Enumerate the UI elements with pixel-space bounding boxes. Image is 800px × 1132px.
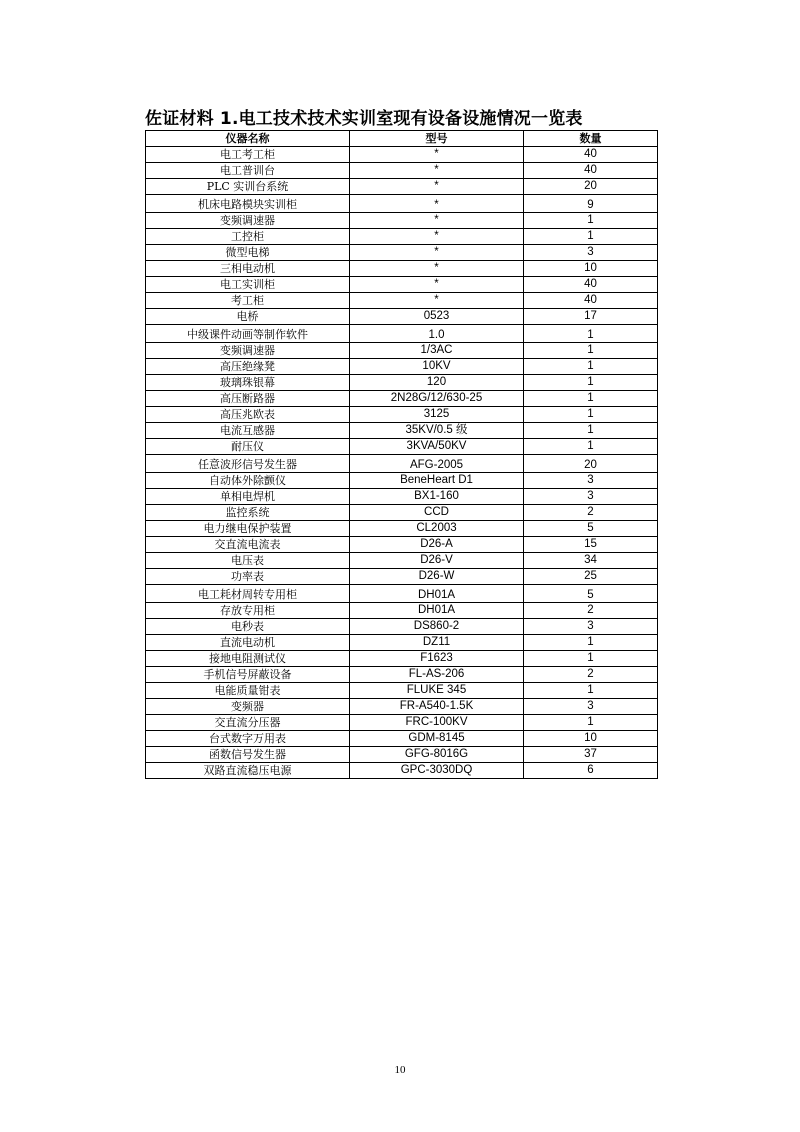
table-row bbox=[146, 505, 658, 521]
quantity-cell: 3 bbox=[524, 619, 658, 635]
model-cell: 3125 bbox=[350, 407, 524, 423]
table-row bbox=[146, 553, 658, 569]
document-title: 佐证材料 1.电工技术技术实训室现有设备设施情况一览表 bbox=[145, 109, 583, 129]
equipment-table bbox=[145, 130, 658, 779]
equipment-name-cell: 电工考工柜 bbox=[146, 147, 350, 163]
equipment-name-cell: 电力继电保护装置 bbox=[146, 521, 350, 537]
equipment-name-cell: 监控系统 bbox=[146, 505, 350, 521]
quantity-cell: 37 bbox=[524, 747, 658, 763]
model-cell: FRC-100KV bbox=[350, 715, 524, 731]
quantity-cell: 40 bbox=[524, 277, 658, 293]
model-cell: GPC-3030DQ bbox=[350, 763, 524, 779]
table-row bbox=[146, 407, 658, 423]
table-row bbox=[146, 715, 658, 731]
model-cell: FL-AS-206 bbox=[350, 667, 524, 683]
model-cell: BX1-160 bbox=[350, 489, 524, 505]
model-cell: 2N28G/12/630-25 bbox=[350, 391, 524, 407]
quantity-cell: 1 bbox=[524, 375, 658, 391]
table-row bbox=[146, 473, 658, 489]
quantity-cell: 1 bbox=[524, 391, 658, 407]
equipment-name-cell: 电流互感器 bbox=[146, 423, 350, 439]
model-cell: FR-A540-1.5K bbox=[350, 699, 524, 715]
table-row bbox=[146, 375, 658, 391]
equipment-name-cell: 交直流分压器 bbox=[146, 715, 350, 731]
quantity-cell: 1 bbox=[524, 229, 658, 245]
model-cell: D26-W bbox=[350, 569, 524, 585]
table-row bbox=[146, 683, 658, 699]
model-cell: 0523 bbox=[350, 309, 524, 325]
model-cell: 35KV/0.5 级 bbox=[350, 423, 524, 439]
equipment-name-cell: 机床电路模块实训柜 bbox=[146, 195, 350, 213]
quantity-cell: 1 bbox=[524, 651, 658, 667]
quantity-cell: 1 bbox=[524, 213, 658, 229]
table-row bbox=[146, 359, 658, 375]
model-cell: * bbox=[350, 245, 524, 261]
model-cell: DS860-2 bbox=[350, 619, 524, 635]
table-row bbox=[146, 163, 658, 179]
table-row bbox=[146, 455, 658, 473]
equipment-name-cell: 电工耗材周转专用柜 bbox=[146, 585, 350, 603]
equipment-name-cell: 考工柜 bbox=[146, 293, 350, 309]
table-row bbox=[146, 667, 658, 683]
table-row bbox=[146, 325, 658, 343]
table-row bbox=[146, 213, 658, 229]
equipment-name-cell: 函数信号发生器 bbox=[146, 747, 350, 763]
model-cell: D26-A bbox=[350, 537, 524, 553]
quantity-cell: 6 bbox=[524, 763, 658, 779]
table-row bbox=[146, 585, 658, 603]
quantity-cell: 25 bbox=[524, 569, 658, 585]
equipment-name-cell: 耐压仪 bbox=[146, 439, 350, 455]
quantity-cell: 40 bbox=[524, 163, 658, 179]
model-cell: 10KV bbox=[350, 359, 524, 375]
model-cell: F1623 bbox=[350, 651, 524, 667]
table-row bbox=[146, 195, 658, 213]
equipment-name-cell: 电秒表 bbox=[146, 619, 350, 635]
model-cell: DH01A bbox=[350, 585, 524, 603]
equipment-name-cell: 接地电阻测试仪 bbox=[146, 651, 350, 667]
quantity-cell: 34 bbox=[524, 553, 658, 569]
model-cell: 3KVA/50KV bbox=[350, 439, 524, 455]
table-row bbox=[146, 229, 658, 245]
model-cell: * bbox=[350, 179, 524, 195]
model-cell: 1.0 bbox=[350, 325, 524, 343]
model-cell: GFG-8016G bbox=[350, 747, 524, 763]
table-row bbox=[146, 147, 658, 163]
quantity-cell: 20 bbox=[524, 179, 658, 195]
equipment-name-cell: 直流电动机 bbox=[146, 635, 350, 651]
equipment-name-cell: 变频调速器 bbox=[146, 343, 350, 359]
quantity-cell: 5 bbox=[524, 521, 658, 537]
model-cell: FLUKE 345 bbox=[350, 683, 524, 699]
equipment-name-cell: PLC 实训台系统 bbox=[146, 179, 350, 195]
equipment-name-cell: 玻璃珠银幕 bbox=[146, 375, 350, 391]
table-row bbox=[146, 293, 658, 309]
equipment-name-cell: 微型电梯 bbox=[146, 245, 350, 261]
quantity-cell: 3 bbox=[524, 245, 658, 261]
quantity-cell: 3 bbox=[524, 489, 658, 505]
table-row bbox=[146, 391, 658, 407]
column-header-name: 仪器名称 bbox=[146, 131, 350, 147]
model-cell: AFG-2005 bbox=[350, 455, 524, 473]
table-row bbox=[146, 699, 658, 715]
quantity-cell: 1 bbox=[524, 423, 658, 439]
model-cell: * bbox=[350, 277, 524, 293]
table-header-row bbox=[146, 131, 658, 147]
page-number: 10 bbox=[394, 1064, 406, 1076]
quantity-cell: 1 bbox=[524, 715, 658, 731]
equipment-name-cell: 中级课件动画等制作软件 bbox=[146, 325, 350, 343]
quantity-cell: 3 bbox=[524, 699, 658, 715]
equipment-name-cell: 高压兆欧表 bbox=[146, 407, 350, 423]
quantity-cell: 1 bbox=[524, 343, 658, 359]
table-row bbox=[146, 569, 658, 585]
model-cell: * bbox=[350, 163, 524, 179]
model-cell: * bbox=[350, 213, 524, 229]
quantity-cell: 9 bbox=[524, 195, 658, 213]
equipment-name-cell: 电桥 bbox=[146, 309, 350, 325]
table-row bbox=[146, 423, 658, 439]
quantity-cell: 1 bbox=[524, 683, 658, 699]
table-row bbox=[146, 603, 658, 619]
equipment-name-cell: 双路直流稳压电源 bbox=[146, 763, 350, 779]
table-row bbox=[146, 489, 658, 505]
table-row bbox=[146, 245, 658, 261]
table-body bbox=[146, 147, 658, 779]
quantity-cell: 1 bbox=[524, 325, 658, 343]
table-row bbox=[146, 439, 658, 455]
table-row bbox=[146, 179, 658, 195]
quantity-cell: 15 bbox=[524, 537, 658, 553]
quantity-cell: 5 bbox=[524, 585, 658, 603]
column-header-quantity: 数量 bbox=[524, 131, 658, 147]
model-cell: D26-V bbox=[350, 553, 524, 569]
quantity-cell: 40 bbox=[524, 147, 658, 163]
quantity-cell: 1 bbox=[524, 407, 658, 423]
model-cell: GDM-8145 bbox=[350, 731, 524, 747]
table-row bbox=[146, 521, 658, 537]
table-row bbox=[146, 343, 658, 359]
equipment-name-cell: 电压表 bbox=[146, 553, 350, 569]
equipment-name-cell: 电能质量钳表 bbox=[146, 683, 350, 699]
quantity-cell: 1 bbox=[524, 635, 658, 651]
equipment-name-cell: 手机信号屏蔽设备 bbox=[146, 667, 350, 683]
quantity-cell: 2 bbox=[524, 667, 658, 683]
model-cell: CL2003 bbox=[350, 521, 524, 537]
equipment-name-cell: 存放专用柜 bbox=[146, 603, 350, 619]
equipment-name-cell: 自动体外除颤仪 bbox=[146, 473, 350, 489]
column-header-model: 型号 bbox=[350, 131, 524, 147]
quantity-cell: 1 bbox=[524, 359, 658, 375]
equipment-name-cell: 交直流电流表 bbox=[146, 537, 350, 553]
model-cell: 120 bbox=[350, 375, 524, 391]
quantity-cell: 2 bbox=[524, 505, 658, 521]
table-row bbox=[146, 277, 658, 293]
table-row bbox=[146, 635, 658, 651]
model-cell: BeneHeart D1 bbox=[350, 473, 524, 489]
quantity-cell: 10 bbox=[524, 731, 658, 747]
equipment-name-cell: 三相电动机 bbox=[146, 261, 350, 277]
table-row bbox=[146, 309, 658, 325]
model-cell: DZ11 bbox=[350, 635, 524, 651]
equipment-name-cell: 任意波形信号发生器 bbox=[146, 455, 350, 473]
model-cell: * bbox=[350, 293, 524, 309]
quantity-cell: 3 bbox=[524, 473, 658, 489]
model-cell: DH01A bbox=[350, 603, 524, 619]
table-row bbox=[146, 747, 658, 763]
quantity-cell: 17 bbox=[524, 309, 658, 325]
table-row bbox=[146, 619, 658, 635]
equipment-name-cell: 单相电焊机 bbox=[146, 489, 350, 505]
equipment-name-cell: 高压绝缘凳 bbox=[146, 359, 350, 375]
equipment-name-cell: 电工普训台 bbox=[146, 163, 350, 179]
table-row bbox=[146, 537, 658, 553]
equipment-name-cell: 功率表 bbox=[146, 569, 350, 585]
equipment-name-cell: 变频调速器 bbox=[146, 213, 350, 229]
model-cell: 1/3AC bbox=[350, 343, 524, 359]
quantity-cell: 1 bbox=[524, 439, 658, 455]
equipment-name-cell: 电工实训柜 bbox=[146, 277, 350, 293]
quantity-cell: 2 bbox=[524, 603, 658, 619]
quantity-cell: 20 bbox=[524, 455, 658, 473]
table-row bbox=[146, 763, 658, 779]
equipment-name-cell: 工控柜 bbox=[146, 229, 350, 245]
model-cell: CCD bbox=[350, 505, 524, 521]
table-row bbox=[146, 261, 658, 277]
equipment-name-cell: 台式数字万用表 bbox=[146, 731, 350, 747]
table-row bbox=[146, 651, 658, 667]
model-cell: * bbox=[350, 195, 524, 213]
model-cell: * bbox=[350, 147, 524, 163]
table-row bbox=[146, 731, 658, 747]
quantity-cell: 40 bbox=[524, 293, 658, 309]
equipment-name-cell: 高压断路器 bbox=[146, 391, 350, 407]
model-cell: * bbox=[350, 229, 524, 245]
quantity-cell: 10 bbox=[524, 261, 658, 277]
model-cell: * bbox=[350, 261, 524, 277]
equipment-name-cell: 变频器 bbox=[146, 699, 350, 715]
